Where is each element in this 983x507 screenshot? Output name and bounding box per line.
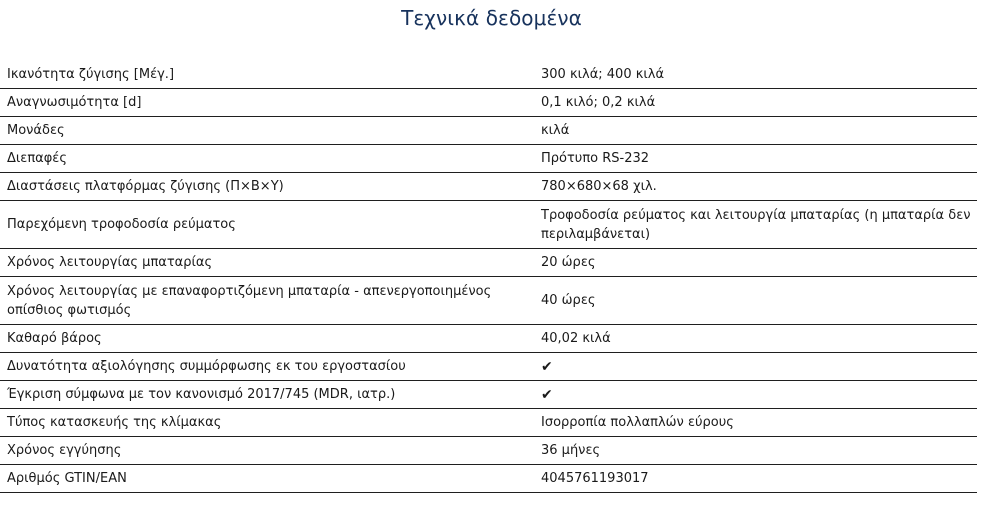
spec-label: Χρόνος εγγύησης xyxy=(0,437,533,465)
table-row xyxy=(0,325,977,353)
table-row xyxy=(0,353,977,381)
spec-value: 780×680×68 χιλ. xyxy=(533,173,977,201)
table-row xyxy=(0,173,977,201)
spec-value: 300 κιλά; 400 κιλά xyxy=(533,61,977,89)
table-row xyxy=(0,89,977,117)
table-row xyxy=(0,409,977,437)
table-row xyxy=(0,437,977,465)
table-row xyxy=(0,201,977,249)
spec-value: 40,02 κιλά xyxy=(533,325,977,353)
spec-label: Χρόνος λειτουργίας μπαταρίας xyxy=(0,249,533,277)
spec-value: κιλά xyxy=(533,117,977,145)
spec-value: 0,1 κιλό; 0,2 κιλά xyxy=(533,89,977,117)
spec-label: Αναγνωσιμότητα [d] xyxy=(0,89,533,117)
spec-value xyxy=(533,381,977,409)
check-icon: ✔ xyxy=(541,358,553,375)
spec-label: Χρόνος λειτουργίας με επαναφορτιζόμενη μπαταρία - απενεργοποιημένος οπίσθιος φωτισμός xyxy=(0,277,533,325)
table-row xyxy=(0,61,977,89)
spec-value xyxy=(533,353,977,381)
table-row xyxy=(0,117,977,145)
spec-value: 36 μήνες xyxy=(533,437,977,465)
check-icon: ✔ xyxy=(541,386,553,403)
technical-data-table xyxy=(0,61,977,493)
table-row xyxy=(0,249,977,277)
spec-label: Ικανότητα ζύγισης [Μέγ.] xyxy=(0,61,533,89)
spec-label: Δυνατότητα αξιολόγησης συμμόρφωσης εκ του εργοστασίου xyxy=(0,353,533,381)
spec-label: Διαστάσεις πλατφόρμας ζύγισης (Π×Β×Υ) xyxy=(0,173,533,201)
spec-label: Τύπος κατασκευής της κλίμακας xyxy=(0,409,533,437)
spec-value: Ισορροπία πολλαπλών εύρους xyxy=(533,409,977,437)
table-row xyxy=(0,277,977,325)
spec-label: Διεπαφές xyxy=(0,145,533,173)
spec-label: Μονάδες xyxy=(0,117,533,145)
spec-value: 4045761193017 xyxy=(533,465,977,493)
spec-label: Έγκριση σύμφωνα με τον κανονισμό 2017/745 (MDR, ιατρ.) xyxy=(0,381,533,409)
spec-value: 40 ώρες xyxy=(533,277,977,325)
spec-label: Παρεχόμενη τροφοδοσία ρεύματος xyxy=(0,201,533,249)
spec-value: 20 ώρες xyxy=(533,249,977,277)
table-row xyxy=(0,381,977,409)
spec-value: Πρότυπο RS-232 xyxy=(533,145,977,173)
table-row xyxy=(0,145,977,173)
table-row xyxy=(0,465,977,493)
spec-label: Αριθμός GTIN/EAN xyxy=(0,465,533,493)
page-title: Τεχνικά δεδομένα xyxy=(401,6,582,30)
spec-value: Τροφοδοσία ρεύματος και λειτουργία μπαταρίας (η μπαταρία δεν περιλαμβάνεται) xyxy=(533,201,977,249)
spec-label: Καθαρό βάρος xyxy=(0,325,533,353)
